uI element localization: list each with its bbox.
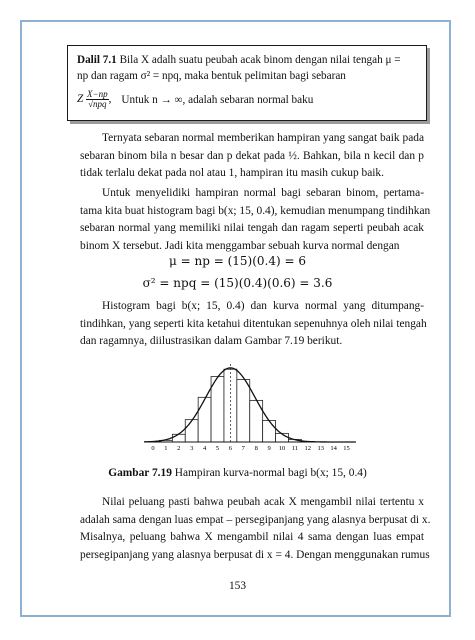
x-tick-label: 13 (317, 445, 324, 450)
theorem-formula (77, 90, 111, 109)
paragraph-1-line: Ternyata sebaran normal memberikan hampiran yang sangat baik pada (102, 132, 424, 144)
x-tick-label: 5 (215, 445, 220, 450)
theorem-line-2: np dan ragam σ² = npq, maka bentuk pelimitan bagi sebaran (77, 70, 346, 82)
paragraph-1-line: sebaran binom bila n besar dan p dekat pada ½. Bahkan, bila n kecil dan p (80, 149, 424, 162)
limit-text: Untuk n → ∞, adalah sebaran normal baku (121, 93, 314, 106)
paragraph-2 (80, 185, 431, 255)
x-tick-label: 15 (343, 445, 350, 450)
paragraph-3-line: dan ragamnya, diilustrasikan dalam Gambar 7.19 berikut. (80, 335, 343, 348)
fraction-denominator: √npq (88, 99, 107, 109)
paragraph-2-line: sebaran normal yang memiliki nilai tengah dan ragam seperti peubah acak (80, 222, 424, 235)
histogram-bar (172, 434, 185, 442)
histogram-bar (263, 420, 276, 442)
caption-label: Gambar 7.19 (108, 467, 172, 479)
x-tick-label: 4 (202, 445, 207, 450)
fraction-numerator: X−np (87, 89, 108, 99)
theorem-line-1 (77, 52, 418, 68)
z-symbol: Z (77, 93, 84, 106)
paragraph-4-line: persegipanjang yang alasnya berpusat di x = 4. Dengan menggunakan rumus (80, 548, 430, 561)
theorem-text-1: Bila X adalh suatu peubah acak binom dengan nilai tengah μ = (116, 54, 401, 66)
x-tick-label: 10 (278, 445, 286, 450)
x-tick-label: 14 (330, 445, 337, 450)
histogram-bars (147, 369, 328, 442)
paragraph-3 (80, 298, 427, 351)
paragraph-4-line: Nilai peluang pasti bahwa peubah acak X mengambil nilai tertentu x (102, 496, 424, 508)
histogram-bar (198, 397, 211, 442)
paragraph-1-line: tidak terlalu dekat pada nol atau 1, hampiran itu masih cukup baik. (80, 167, 384, 180)
x-tick-label: 1 (164, 445, 168, 450)
paragraph-4-line: Misalnya, peluang bahwa X mengambil nilai 4 sama dengan luas empat (80, 531, 424, 544)
equation-variance: σ² = npq = (15)(0.4)(0.6) = 3.6 (142, 276, 333, 290)
x-tick-label: 12 (304, 445, 312, 450)
theorem-box (67, 45, 427, 121)
paragraph-3-line: tindihkan, yang seperti kita ketahui ditentukan sepenuhnya oleh nilai tengah (80, 317, 427, 330)
paragraph-4 (80, 494, 431, 564)
x-tick-label: 6 (228, 445, 233, 450)
figure-caption (0, 467, 475, 479)
x-tick-label: 9 (267, 445, 271, 450)
histogram-bar (237, 380, 250, 442)
x-tick-label: 3 (190, 445, 194, 450)
z-fraction (86, 90, 109, 109)
equation-mean: μ = np = (15)(0.4) = 6 (169, 254, 306, 268)
x-axis-ticks (151, 445, 349, 450)
histogram-bar (211, 376, 224, 442)
paragraph-4-line: adalah sama dengan luas empat – persegipanjang yang alasnya berpusat di x. (80, 513, 431, 526)
x-tick-label: 11 (291, 445, 299, 450)
caption-text: Hampiran kurva-normal bagi b(x; 15, 0.4) (171, 467, 367, 479)
paragraph-3-line: Histogram bagi b(x; 15, 0.4) dan kurva normal yang ditumpang- (102, 300, 424, 312)
x-tick-label: 2 (177, 445, 181, 450)
histogram-bar (185, 420, 198, 442)
x-tick-label: 8 (254, 445, 258, 450)
page-number: 153 (228, 580, 247, 592)
histogram-figure (140, 358, 362, 450)
paragraph-2-line: Untuk menyelidiki hampiran normal bagi sebaran binom, pertama- (102, 187, 424, 199)
paragraph-2-line: binom X tersebut. Jadi kita menggambar sebuah kurva normal dengan (80, 239, 400, 252)
x-tick-label: 0 (151, 445, 155, 450)
fraction-tail: , (108, 93, 112, 106)
paragraph-1 (80, 130, 424, 183)
paragraph-2-line: tama kita buat histogram bagi b(x; 15, 0.4), kemudian menumpang tindihkan (80, 204, 431, 217)
theorem-title: Dalil 7.1 (77, 54, 117, 66)
theorem-formula-row (77, 90, 418, 109)
x-tick-label: 7 (241, 445, 245, 450)
